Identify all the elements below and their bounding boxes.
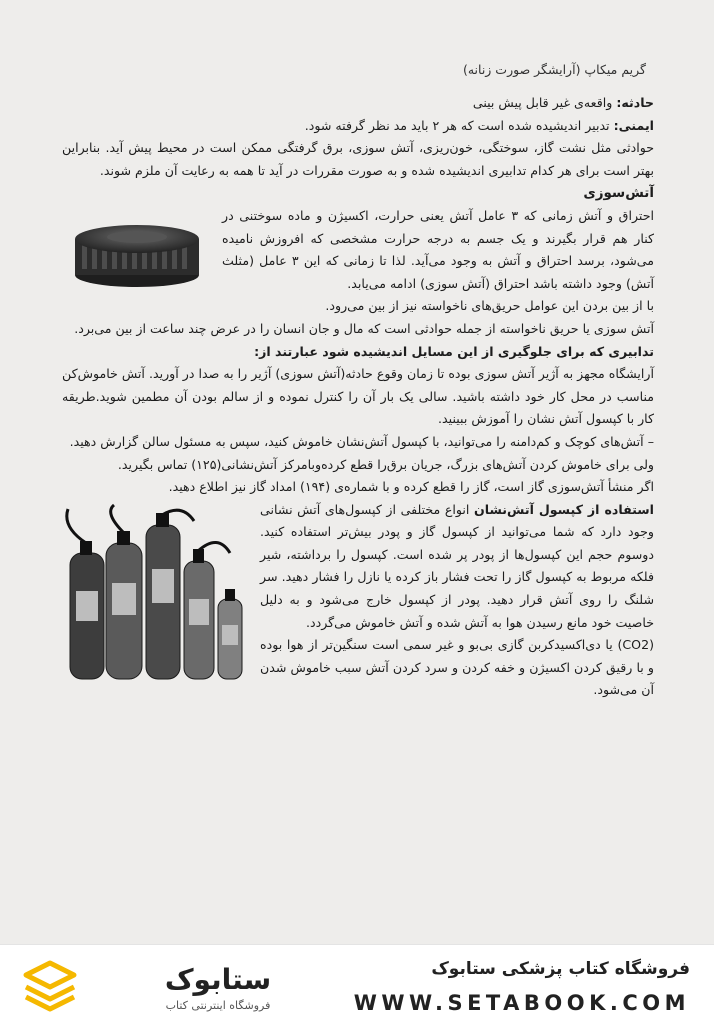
paragraph-remove-factors: با از بین بردن این عوامل حریق‌های ناخواسته نیز از بین می‌رود. bbox=[325, 298, 654, 314]
logo-mark-icon bbox=[26, 963, 74, 1009]
site-url-link[interactable]: WWW.SETABOOK.COM bbox=[353, 991, 690, 1015]
paragraph-small-fires: – آتش‌های کوچک و کم‌دامنه را می‌توانید، با کپسول آتش‌نشان خاموش کنید، سپس به مسئول سالن گزارش دهید. bbox=[69, 433, 654, 449]
paragraph-combustion: احتراق و آتش زمانی که ۳ عامل آتش یعنی حرارت، اکسیژن و ماده سوختنی در کنار هم قرار بگیرند و یک جسم به درجه حرارت مشخصی که افروزش نامیده می‌شود، برسد احتراق و آتش به وجود می‌آید. لذا تا زمانی که این ۳ عامل (مثلث آتش) وجود داشته باشد احتراق (آتش سوزی) ادامه می‌یابد. bbox=[222, 207, 654, 291]
paragraph-measures-heading: تدابیری که برای جلوگیری از این مسایل اندیشیده شود عبارتند از: bbox=[254, 343, 654, 359]
paragraph-gas-fires: اگر منشأ آتش‌سوزی گاز است، گاز را قطع کرده و با شماره‌ی (۱۹۴) امداد گاز نیز اطلاع دهید. bbox=[168, 479, 654, 495]
store-name: فروشگاه کتاب پزشکی ستابوک bbox=[431, 959, 690, 979]
body-text bbox=[62, 92, 654, 702]
logo-text: ستابوک bbox=[164, 963, 272, 996]
smoke-detector-image bbox=[62, 213, 212, 293]
term-label: ایمنی: bbox=[613, 117, 654, 133]
footer-banner bbox=[0, 944, 714, 1025]
paragraph-safety: ایمنی: تدبیر اندیشیده شده است که هر ۲ باید مد نظر گرفته شود. bbox=[304, 117, 654, 133]
paragraph-extinguisher-use: استفاده از کپسول آتش‌نشان انواع مختلفی از کپسول‌های آتش نشانی وجود دارد که شما می‌توانید از کپسول گاز و پودر بیش‌تر استفاده کنید. دوسوم حجم این کپسول‌ها از پودر پر شده است. کپسول را برداشته، شیر فلکه مربوط به کپسول گاز را تحت فشار باز کرده یا نازل را فشار دهید. سر شلنگ را روی آتش قرار دهید. پودر از کپسول خارج می‌شود و به دلیل خاصیت خود مانع رسیدن هوا به آتش شده و آتش خاموش می‌گردد. bbox=[260, 501, 654, 630]
paragraph-alarm: آرایشگاه مجهز به آژیر آتش سوزی بوده تا زمان وقوع حادثه(آتش سوزی) آژیر را به صدا در آورید. آتش خاموش‌کن مناسب در محل کار خود داشته باشید. سالی یک بار آن را کنترل نموده و از سالم بودن آن مطمین شوید.طریقه کار با کپسول آتش نشان را آموزش ببینید. bbox=[62, 366, 654, 427]
paragraph-accident: حادثه: واقعه‌ی غیر قابل پیش بینی bbox=[472, 95, 654, 110]
running-header: گریم میکاپ (آرایشگر صورت زنانه) bbox=[462, 62, 646, 77]
paragraph-fire-damage: آتش سوزی یا حریق ناخواسته از جمله حوادثی است که مال و جان انسان را در عرض چند ساعت از بین می‌برد. bbox=[74, 320, 654, 336]
term-label: استفاده از کپسول آتش‌نشان bbox=[474, 501, 654, 517]
fire-extinguishers-image bbox=[62, 503, 250, 685]
paragraph-co2: (CO2) یا دی‌اکسیدکربن گازی بی‌بو و غیر سمی است سنگین‌تر از هوا بوده و با رقیق کردن اکسیژن و خفه کردن و سرد کردن آتش سبب خاموش شدن آن می‌شود. bbox=[260, 637, 654, 698]
logo-subtext: فروشگاه اینترنتی کتاب bbox=[165, 999, 271, 1012]
section-title-fire: آتش‌سوزی bbox=[583, 185, 654, 202]
paragraph-hazards: حوادثی مثل نشت گاز، سوختگی، خون‌ریزی، آتش سوزی، برق گرفتگی ممکن است در محیط پیش آید. بنابراین بهتر است برای هر کدام تدابیری اندیشیده شده و به صورت مقررات در آید تا همه به رعایت آن ملزم شوند. bbox=[62, 140, 654, 178]
term-label: حادثه: bbox=[616, 95, 654, 110]
paragraph-large-fires: ولی برای خاموش کردن آتش‌های بزرگ، جریان برق‌را قطع کرده‌وبامرکز آتش‌نشانی(۱۲۵) تماس بگیرید. bbox=[117, 456, 654, 472]
setabook-logo[interactable] bbox=[18, 953, 278, 1017]
